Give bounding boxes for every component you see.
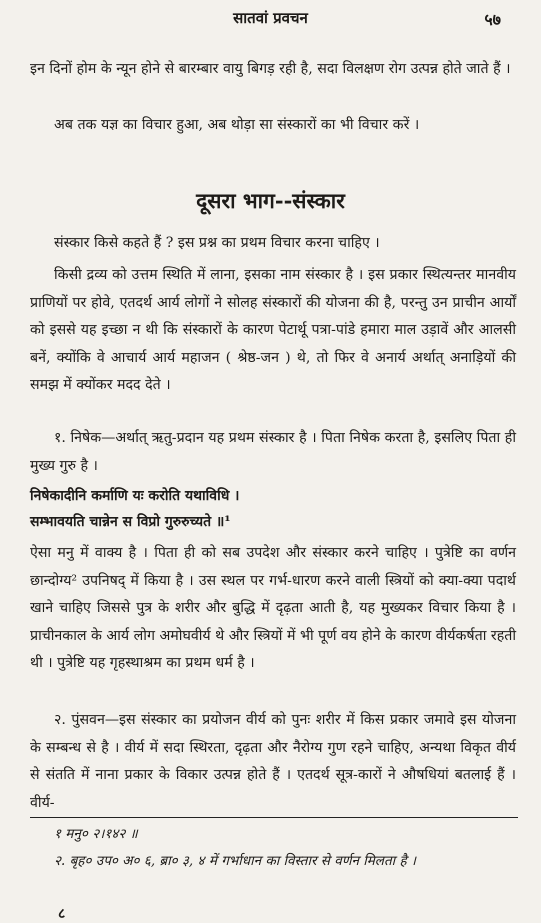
footnote-divider — [30, 817, 518, 818]
paragraph-havan: इन दिनों होम के न्यून होने से बारम्बार वायु बिगड़ रही है, सदा विलक्षण रोग उत्पन्न होते जाते हैं । — [30, 61, 511, 77]
chapter-title: सातवां प्रवचन — [233, 9, 308, 27]
paragraph-transition: अब तक यज्ञ का विचार हुआ, अब थोड़ा सा संस्कारों का भी विचार करें । — [54, 117, 420, 133]
paragraph-nisheka: १. निषेक—अर्थात् ऋतु-प्रदान यह प्रथम संस्कार है । पिता निषेक करता है, इसलिए पिता ही मुख्य गुरु है । — [30, 430, 516, 474]
running-header — [0, 8, 541, 30]
page-number: ५७ — [484, 10, 501, 29]
signature-mark: ८ — [58, 906, 66, 922]
paragraph-definition-question: संस्कार किसे कहते हैं ? इस प्रश्न का प्रथम विचार करना चाहिए । — [54, 235, 380, 251]
paragraph-definition: किसी द्रव्य को उत्तम स्थिति में लाना, इसका नाम संस्कार है । इस प्रकार स्थित्यन्तर मानवीय प्राणियों पर होवे, एतदर्थ आर्य लोगों ने सोलह संस्कारों की योजना की है, परन्तु उन प्राचीन आर्यों को इससे यह इच्छा न थी कि संस्कारों के कारण पेटार्थू पत्रा-पांडे हमारा माल उड़ावें और आलसी बनें, क्योंकि वे आचार्य आर्य महाजन ( श्रेष्ठ-जन ) थे, तो फिर वे अनार्य अर्थात् अनाड़ियों की समझ में क्योंकर मदद देते । — [30, 267, 516, 393]
footnote-1: १ मनु० २।१४२ ॥ — [54, 826, 138, 842]
sanskrit-verse-line-2: सम्भावयति चान्नेन स विप्रो गुरुरुच्यते ॥¹ — [30, 514, 231, 530]
section-heading: दूसरा भाग--संस्कार — [196, 188, 345, 213]
footnote-2: २. बृह० उप० अ० ६, ब्रा० ३, ४ में गर्भाधान का विस्तार से वर्णन मिलता है । — [54, 853, 417, 869]
sanskrit-verse-line-1: निषेकादीनि कर्माणि यः करोति यथाविधि । — [30, 488, 240, 504]
paragraph-putreshti: ऐसा मनु में वाक्य है । पिता ही को सब उपदेश और संस्कार करने चाहिए । पुत्रेष्टि का वर्णन छान्दोग्य² उपनिषद् में किया है । उस स्थल पर गर्भ-धारण करने वाली स्त्रियों को क्या-क्या पदार्थ खाने चाहिए जिससे पुत्र के शरीर और बुद्धि में दृढ़ता आती है, यह मुख्यकर विचार किया है । प्राचीनकाल के आर्य लोग अमोघवीर्य थे और स्त्रियों में भी पूर्ण वय होने के कारण वीर्यकर्षता रहती थी । पुत्रेष्टि यह गृहस्थाश्रम का प्रथम धर्म है । — [30, 545, 516, 671]
paragraph-punsavan: २. पुंसवन—इस संस्कार का प्रयोजन वीर्य को पुनः शरीर में किस प्रकार जमावे इस योजना के सम्बन्ध से है । वीर्य में सदा स्थिरता, दृढ़ता और नैरोग्य गुण रहने चाहिए, अन्यथा विकृत वीर्य से संतति में नाना प्रकार के विकार उत्पन्न होते हैं । एतदर्थ सूत्र-कारों ने औषधियां बतलाई हैं । वीर्य- — [30, 712, 516, 811]
